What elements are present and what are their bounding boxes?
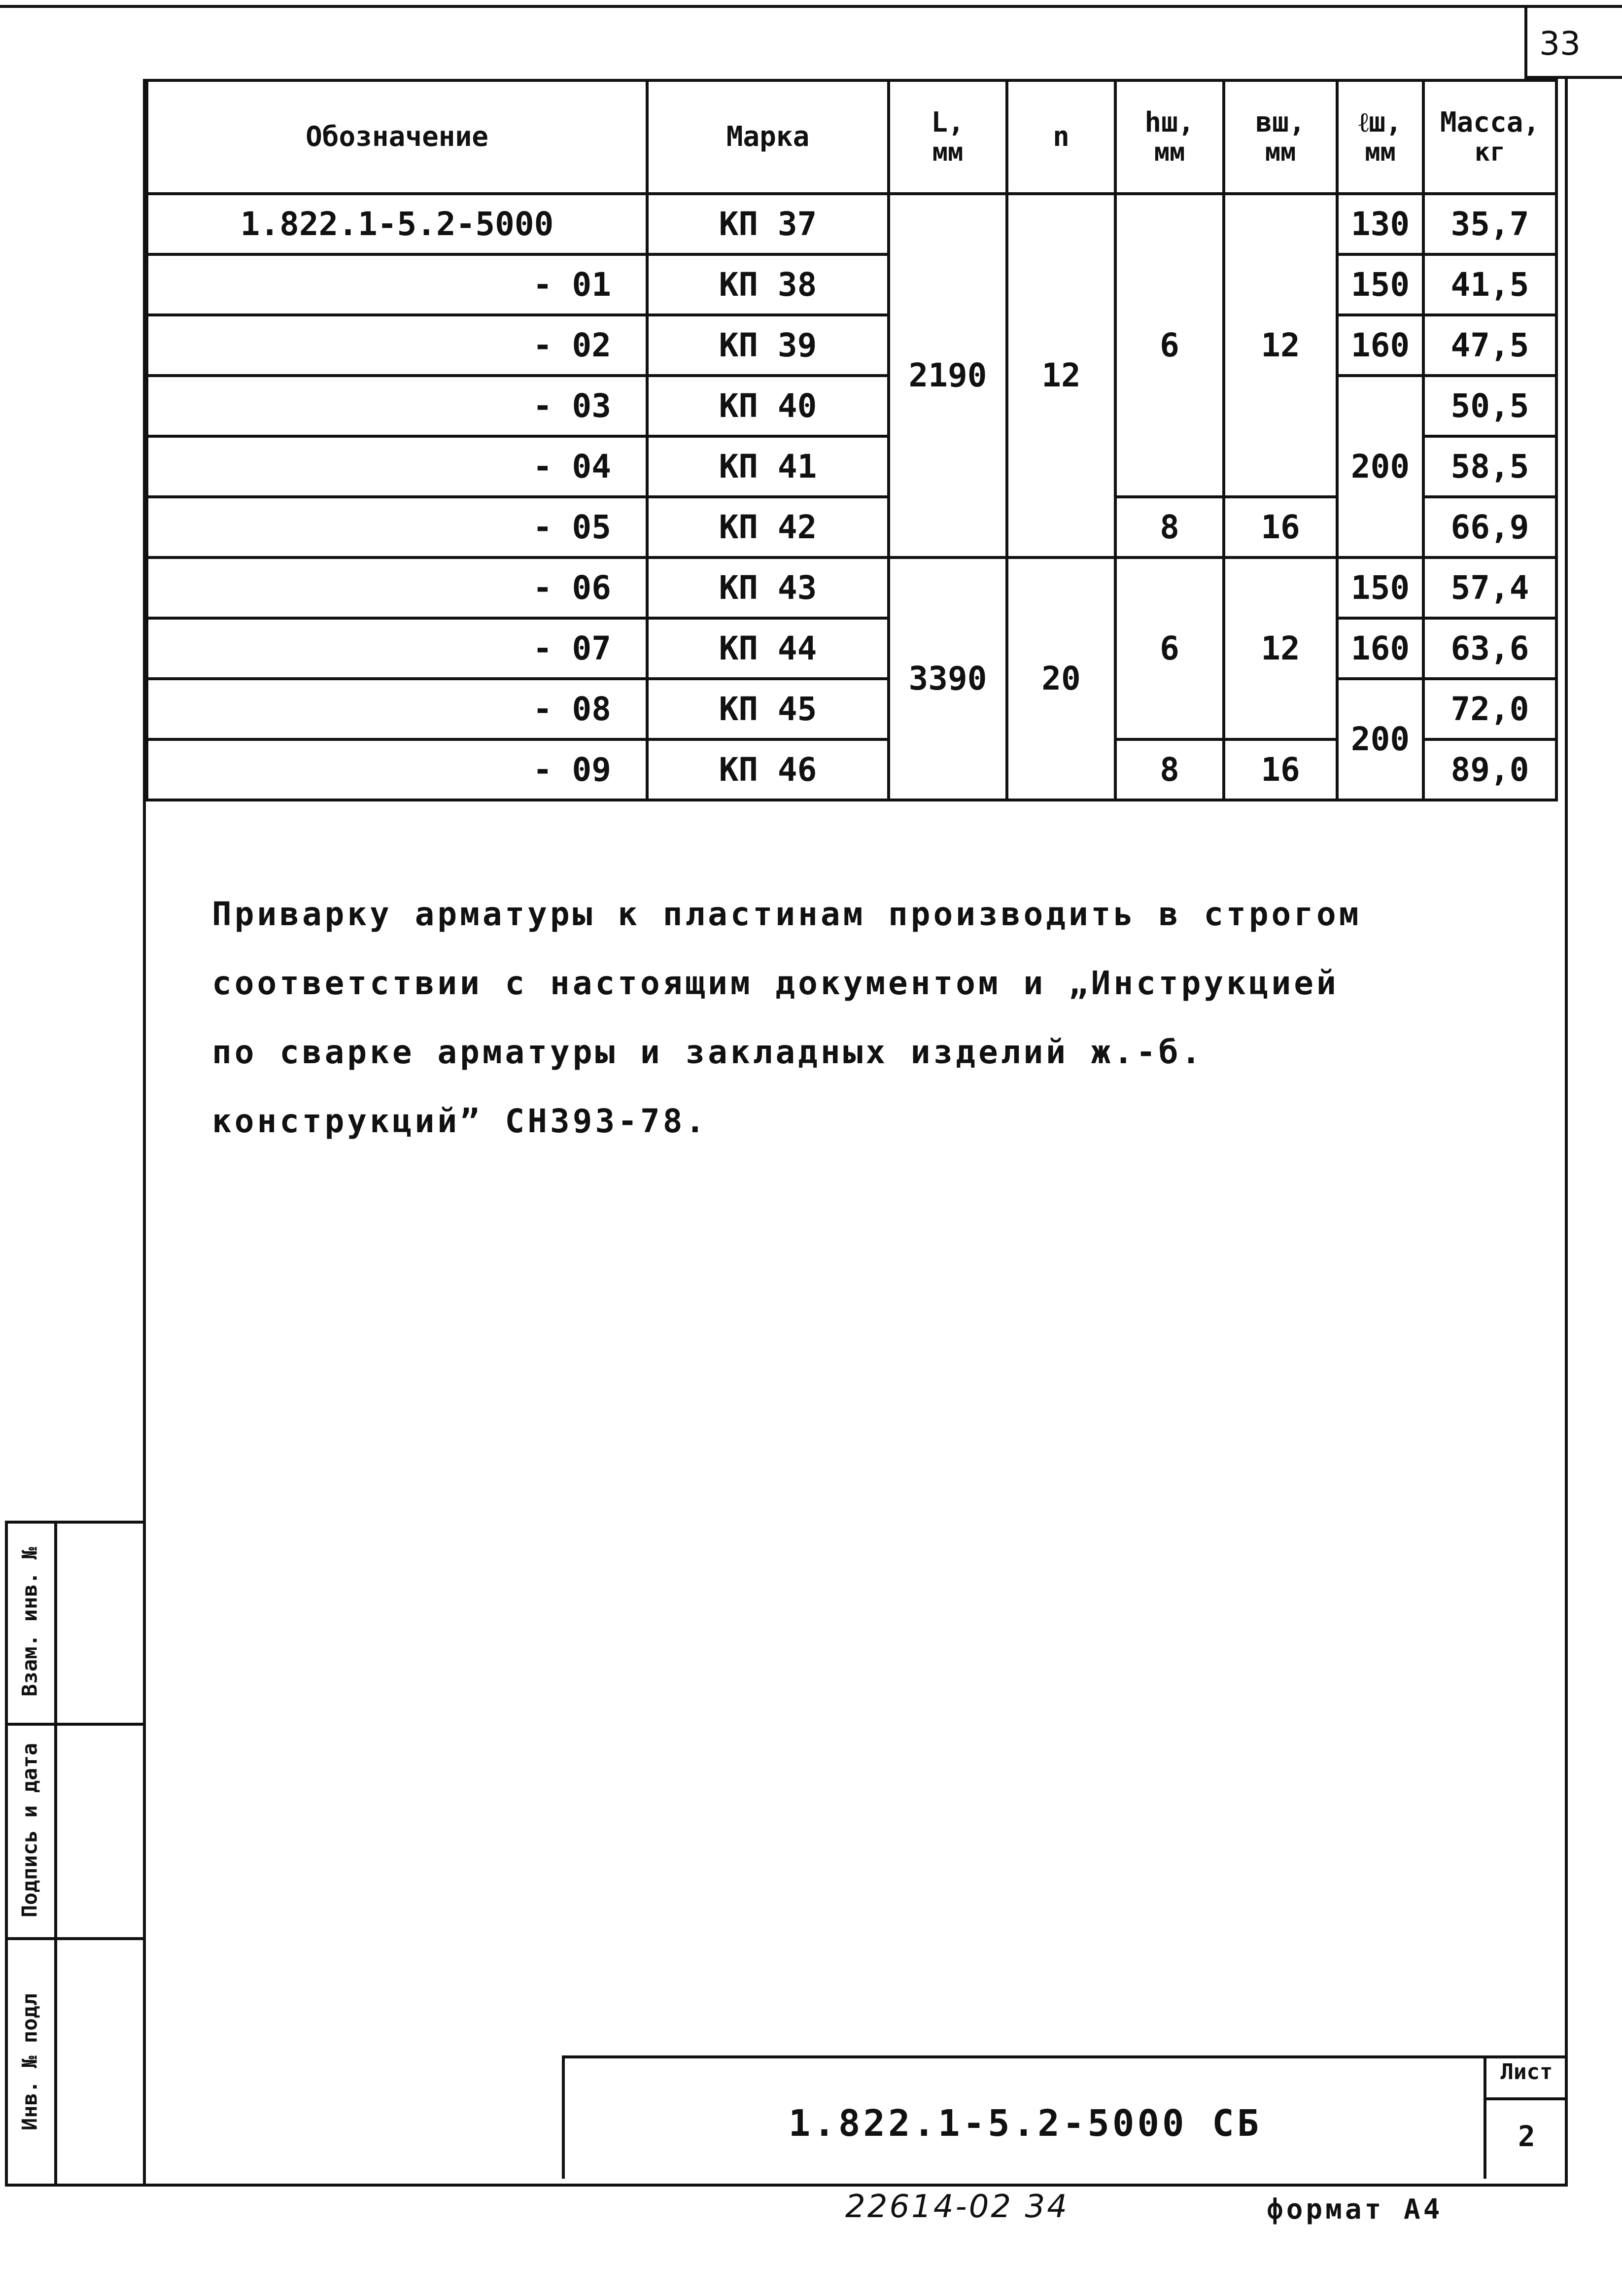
document-code: 1.822.1-5.2-5000 СБ (788, 2102, 1262, 2145)
row-designation: - 09 (147, 739, 647, 800)
header-mass: Масса, кг (1423, 80, 1556, 194)
spec-table (145, 79, 1558, 801)
row-mark: КП 45 (647, 679, 889, 739)
title-block (562, 2055, 1567, 2179)
row-mark: КП 37 (647, 194, 889, 254)
header-hw: hш, мм (1115, 80, 1224, 194)
sheet-corner-number: 33 (1539, 25, 1581, 63)
sheet-number: 2 (1518, 2120, 1535, 2153)
row-designation: - 07 (147, 618, 647, 679)
side-cell-sign-date: Подпись и дата (17, 1742, 42, 1917)
group1-bw-last: 16 (1224, 497, 1337, 557)
row-mark: КП 43 (647, 557, 889, 618)
bottom-frame-line (5, 2184, 1568, 2187)
group1-bw: 12 (1224, 194, 1337, 497)
row-designation: - 08 (147, 679, 647, 739)
row-mark: КП 42 (647, 497, 889, 557)
table-row (147, 557, 1556, 618)
group2-length: 3390 (889, 557, 1007, 800)
row-mass: 35,7 (1423, 194, 1556, 254)
row-mass: 50,5 (1423, 376, 1556, 436)
right-frame-line (1565, 79, 1568, 2186)
row-designation: - 06 (147, 557, 647, 618)
row-mass: 41,5 (1423, 254, 1556, 315)
header-mark: Марка (647, 80, 889, 194)
row-mark: КП 39 (647, 315, 889, 376)
sheet-label: Лист (1500, 2059, 1553, 2085)
row-mass: 57,4 (1423, 557, 1556, 618)
group1-n: 12 (1007, 194, 1115, 557)
row-mass: 47,5 (1423, 315, 1556, 376)
group1-hw-last: 8 (1115, 497, 1224, 557)
header-bw: вш, мм (1224, 80, 1337, 194)
side-cell-vzam: Взам. инв. № (17, 1547, 42, 1697)
row-mark: КП 38 (647, 254, 889, 315)
table-row (147, 618, 1556, 679)
row-mass: 63,6 (1423, 618, 1556, 679)
side-stamp (5, 1521, 143, 2186)
inventory-number: 22614-02 34 (845, 2189, 1069, 2225)
top-frame-line (0, 5, 1622, 8)
group2-bw: 12 (1224, 557, 1337, 739)
side-cell-inv-podl: Инв. № подл (17, 1993, 42, 2130)
row-lw: 150 (1337, 254, 1423, 315)
table-row (147, 254, 1556, 315)
row-designation: 1.822.1-5.2-5000 (147, 194, 647, 254)
row-mass: 72,0 (1423, 679, 1556, 739)
row-mass: 89,0 (1423, 739, 1556, 800)
row-mass: 58,5 (1423, 436, 1556, 497)
table-row (147, 194, 1556, 254)
row-mark: КП 44 (647, 618, 889, 679)
table-row (147, 679, 1556, 739)
header-length: L, мм (889, 80, 1007, 194)
group2-bw-last: 16 (1224, 739, 1337, 800)
table-header-row (147, 80, 1556, 194)
table-row (147, 315, 1556, 376)
row-designation: - 04 (147, 436, 647, 497)
row-lw: 150 (1337, 557, 1423, 618)
group2-hw: 6 (1115, 557, 1224, 739)
row-lw: 200 (1337, 376, 1423, 557)
row-mark: КП 41 (647, 436, 889, 497)
group2-n: 20 (1007, 557, 1115, 800)
row-designation: - 05 (147, 497, 647, 557)
row-lw: 200 (1337, 679, 1423, 800)
header-n: n (1007, 80, 1115, 194)
row-mass: 66,9 (1423, 497, 1556, 557)
row-lw: 130 (1337, 194, 1423, 254)
row-mark: КП 40 (647, 376, 889, 436)
table-row (147, 376, 1556, 436)
sheet-corner-box (1524, 5, 1622, 79)
format-label: формат А4 (1267, 2193, 1443, 2226)
row-mark: КП 46 (647, 739, 889, 800)
row-lw: 160 (1337, 315, 1423, 376)
row-designation: - 03 (147, 376, 647, 436)
row-designation: - 02 (147, 315, 647, 376)
welding-note: Приварку арматуры к пластинам производить в строгом соответствии с настоящим документом и „Инструкцией по сварке арматуры и закладных изделий ж.-б. конструкций” СН393-78. (212, 895, 1362, 1140)
header-designation: Обозначение (147, 80, 647, 194)
row-designation: - 01 (147, 254, 647, 315)
group1-hw: 6 (1115, 194, 1224, 497)
group1-length: 2190 (889, 194, 1007, 557)
group2-hw-last: 8 (1115, 739, 1224, 800)
row-lw: 160 (1337, 618, 1423, 679)
header-lw: ℓш, мм (1337, 80, 1423, 194)
